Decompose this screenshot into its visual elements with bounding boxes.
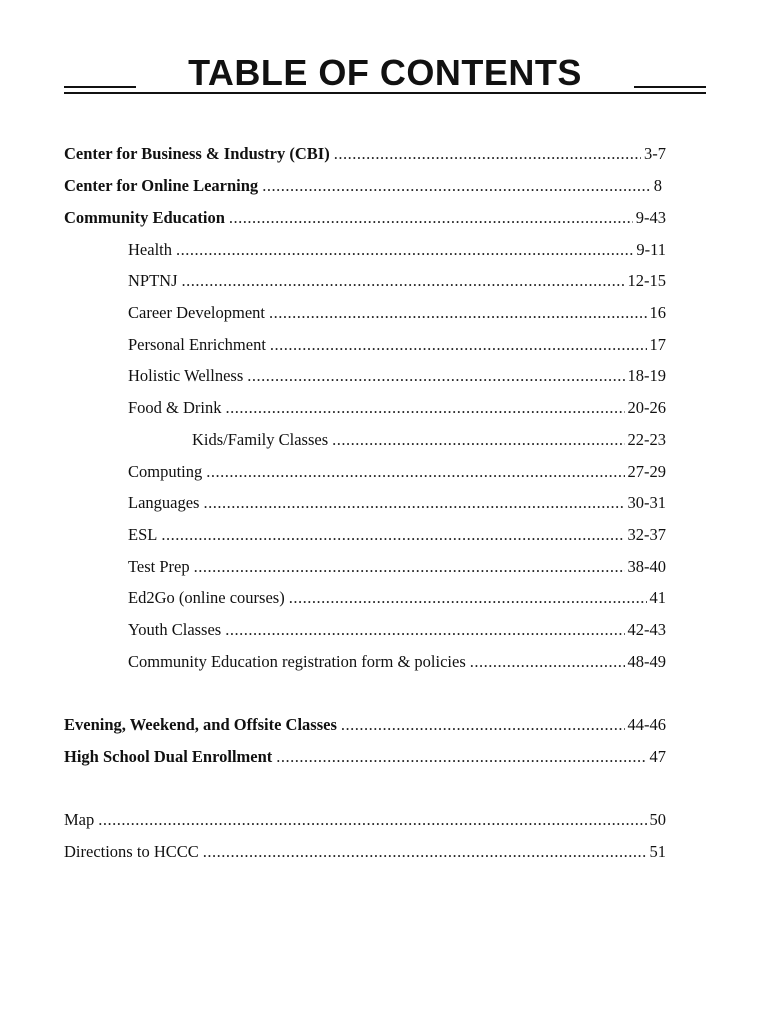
toc-entry-cbi[interactable]: [64, 143, 666, 165]
toc-entry-online-learning[interactable]: [64, 175, 662, 197]
toc-entry-map[interactable]: [64, 809, 666, 831]
toc-entry-label: Youth Classes: [128, 620, 222, 639]
toc-entry-page: 42-43: [627, 620, 666, 639]
toc-entry-page: 27-29: [627, 462, 666, 481]
toc-entry-page: 9-43: [635, 208, 666, 227]
toc-entry-label: Test Prep: [128, 557, 190, 576]
dot-leader: [206, 461, 624, 483]
toc-entry-page: 48-49: [627, 652, 666, 671]
dot-leader: [334, 143, 641, 165]
toc-entry-label: Health: [128, 240, 172, 259]
toc-entry-food-drink[interactable]: [128, 397, 666, 419]
toc-entry-label: Personal Enrichment: [128, 335, 266, 354]
toc-entry-page: 50: [649, 810, 666, 829]
dot-leader: [229, 207, 633, 229]
toc-entry-label: Languages: [128, 493, 200, 512]
toc-entry-label: Computing: [128, 462, 203, 481]
toc-entry-personal-enrichment[interactable]: [128, 334, 666, 356]
toc-entry-page: 3-7: [644, 144, 666, 163]
toc-entry-label: Evening, Weekend, and Offsite Classes: [64, 715, 337, 734]
dot-leader: [341, 714, 625, 736]
toc-entry-label: Center for Online Learning: [64, 176, 259, 195]
toc-entry-page: 41: [649, 588, 666, 607]
dot-leader: [194, 556, 625, 578]
toc-entry-page: 30-31: [627, 493, 666, 512]
toc-entry-page: 22-23: [627, 430, 666, 449]
toc-entry-label: ESL: [128, 525, 158, 544]
toc-entry-nptnj[interactable]: [128, 270, 666, 292]
toc-entry-kids-family-classes[interactable]: [192, 429, 666, 451]
toc-entry-page: 8: [653, 176, 662, 195]
toc-entry-page: 20-26: [627, 398, 666, 417]
toc-entry-page: 12-15: [627, 271, 666, 290]
dot-leader: [262, 175, 651, 197]
dot-leader: [176, 239, 633, 261]
dot-leader: [247, 365, 624, 387]
toc-entry-page: 17: [649, 335, 666, 354]
dot-leader: [203, 492, 624, 514]
toc-entry-label: Kids/Family Classes: [192, 430, 329, 449]
toc-entry-ed2go[interactable]: [128, 587, 666, 609]
toc-entry-label: Ed2Go (online courses): [128, 588, 285, 607]
toc-entry-page: 32-37: [627, 525, 666, 544]
toc-entry-career-development[interactable]: [128, 302, 666, 324]
dot-leader: [226, 397, 625, 419]
toc-entry-label: Map: [64, 810, 95, 829]
toc-entry-page: 16: [649, 303, 666, 322]
dot-leader: [332, 429, 624, 451]
toc-entry-evening-weekend-offsite[interactable]: [64, 714, 666, 736]
toc-entry-health[interactable]: [128, 239, 666, 261]
title-rule-underline: [64, 92, 706, 94]
toc-entry-label: Community Education: [64, 208, 225, 227]
title-rule-right: [634, 86, 706, 88]
toc-entry-label: Community Education registration form & policies: [128, 652, 466, 671]
toc-entry-holistic-wellness[interactable]: [128, 365, 666, 387]
toc-entry-languages[interactable]: [128, 492, 666, 514]
toc-entry-dual-enrollment[interactable]: [64, 746, 666, 768]
toc-entry-label: High School Dual Enrollment: [64, 747, 273, 766]
toc-entry-page: 18-19: [627, 366, 666, 385]
dot-leader: [203, 841, 647, 863]
toc-entry-esl[interactable]: [128, 524, 666, 546]
toc-entry-community-education[interactable]: [64, 207, 666, 229]
title-row: [64, 50, 706, 95]
toc-entry-label: Career Development: [128, 303, 265, 322]
toc-entry-label: Directions to HCCC: [64, 842, 199, 861]
dot-leader: [270, 334, 647, 356]
toc-entry-page: 9-11: [636, 240, 666, 259]
dot-leader: [269, 302, 647, 324]
page-title: TABLE OF CONTENTS: [188, 52, 582, 93]
toc-entry-label: Holistic Wellness: [128, 366, 244, 385]
toc-entry-page: 38-40: [627, 557, 666, 576]
dot-leader: [289, 587, 647, 609]
dot-leader: [98, 809, 646, 831]
toc-entry-registration-form[interactable]: [128, 651, 666, 673]
toc-entry-test-prep[interactable]: [128, 556, 666, 578]
toc-entry-label: Food & Drink: [128, 398, 222, 417]
toc-entry-page: 47: [649, 747, 666, 766]
toc-entry-youth-classes[interactable]: [128, 619, 666, 641]
dot-leader: [470, 651, 625, 673]
dot-leader: [182, 270, 625, 292]
toc-entry-computing[interactable]: [128, 461, 666, 483]
dot-leader: [161, 524, 624, 546]
toc-entry-directions[interactable]: [64, 841, 666, 863]
toc-entry-page: 51: [649, 842, 666, 861]
toc-entry-page: 44-46: [627, 715, 666, 734]
dot-leader: [225, 619, 624, 641]
toc-entry-label: NPTNJ: [128, 271, 178, 290]
dot-leader: [276, 746, 646, 768]
toc-entry-label: Center for Business & Industry (CBI): [64, 144, 330, 163]
